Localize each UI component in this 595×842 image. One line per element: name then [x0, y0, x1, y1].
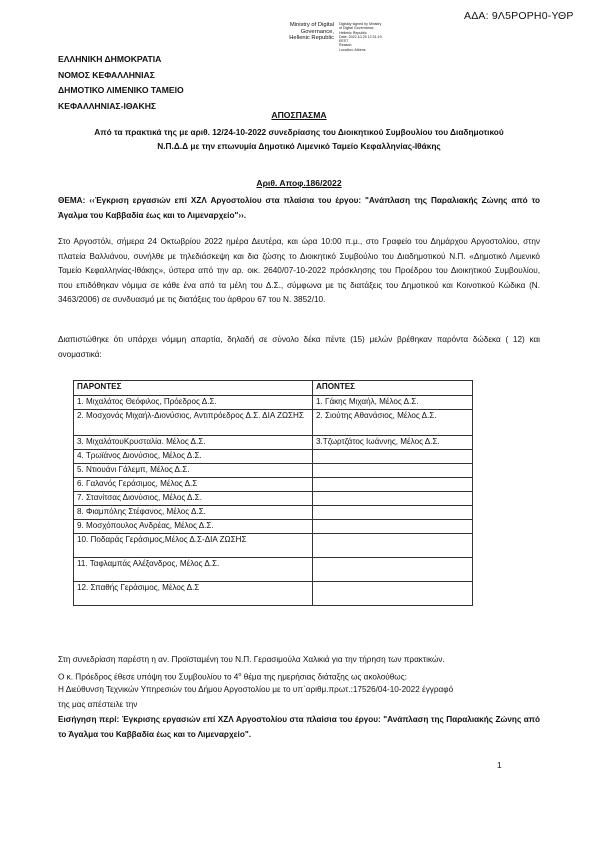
absent-member-cell	[313, 558, 473, 582]
absent-member-cell	[313, 506, 473, 520]
closing-line-secretary: Στη συνεδρίαση παρέστη η αν. Προϊσταμένη του Ν.Π. Γερασιμούλα Χαλικιά για την τήρηση των πρακτικών.	[58, 655, 445, 664]
digital-signature-issuer	[262, 22, 334, 42]
present-member-cell: 10. Ποδαράς Γεράσιμος,Μέλος Δ.Σ-ΔΙΑ ΖΩΣΗΣ	[74, 534, 313, 558]
attendance-row	[74, 450, 473, 464]
signature-detail-line: EEST	[339, 39, 349, 44]
present-member-cell: 9. Μοσχόπουλος Ανδρέας, Μέλος Δ.Σ.	[74, 520, 313, 534]
header-line: ΝΟΜΟΣ ΚΕΦΑΛΛΗΝΙΑΣ	[58, 69, 155, 80]
present-member-cell: 5. Ντιουάνι Γάλεμπ, Μέλος Δ.Σ.	[74, 464, 313, 478]
closing-line-sent: της μας απέστειλε την	[58, 700, 138, 709]
attendance-row	[74, 534, 473, 558]
signature-detail-line: Hellenic Republic	[339, 30, 367, 35]
agenda-text-post: θέμα της ημερήσιας διάταξης ως ακολούθως:	[241, 672, 407, 682]
absent-member-cell	[313, 582, 473, 606]
signature-issuer-line: Hellenic Republic	[289, 35, 334, 42]
excerpt-subtitle-line: Από τα πρακτικά της με αριθ. 12/24-10-2022 συνεδρίασης του Διοικητικού Συμβουλίου του Διαδημοτικού	[94, 127, 504, 137]
attendance-row	[74, 520, 473, 534]
attendance-row	[74, 410, 473, 436]
page-number: 1	[497, 760, 502, 770]
signature-detail-line: Location: Athens	[339, 47, 366, 52]
agenda-ordinal: ο	[238, 672, 242, 678]
header-line: ΕΛΛΗΝΙΚΗ ΔΗΜΟΚΡΑΤΙΑ	[58, 54, 162, 64]
excerpt-title: ΑΠΟΣΠΑΣΜΑ	[271, 110, 327, 120]
excerpt-subtitle-line: Ν.Π.Δ.Δ με την επωνυμία Δημοτικό Λιμενικό Ταμείο Κεφαλληνίας-Ιθάκης	[157, 140, 441, 151]
proposal-paragraph: Εισήγηση περί: Έγκρισης εργασιών επί ΧΖΛ Αργοστολίου στα πλαίσια του έργου: "Ανάπλαση της Παραλιακής Ζώνης από το Άγαλμα του Καββαδία έως και το Λιμεναρχείο".	[58, 715, 540, 739]
present-member-cell: 4. Τρωϊάνος Διονύσιος, Μέλος Δ.Σ.	[74, 450, 313, 464]
present-member-cell: 1. Μιχαλάτος Θεόφιλος, Πρόεδρος Δ.Σ.	[74, 396, 313, 410]
signature-issuer-line: Governance,	[300, 28, 334, 35]
header-line: ΚΕΦΑΛΛΗΝΙΑΣ-ΙΘΑΚΗΣ	[58, 101, 157, 112]
ada-code: ΑΔΑ: 9Λ5ΡΟΡΗ0-ΥΘΡ	[464, 10, 574, 22]
attendance-row	[74, 492, 473, 506]
header-line: ΔΗΜΟΤΙΚΟ ΛΙΜΕΝΙΚΟ ΤΑΜΕΙΟ	[58, 85, 184, 96]
present-column-header: ΠΑΡΟΝΤΕΣ	[74, 381, 313, 396]
absent-member-cell	[313, 450, 473, 464]
agenda-text-pre: Ο κ. Πρόεδρος έθεσε υπόψη του Συμβουλίου το 4	[58, 672, 239, 682]
attendance-row	[74, 478, 473, 492]
attendance-table-body	[74, 396, 473, 606]
signature-detail-line: of Digital Governance,	[339, 26, 375, 31]
decision-number: Αριθ. Αποφ.186/2022	[256, 178, 342, 188]
present-member-cell: 11. Ταφλαμπάς Αλέξανδρος, Μέλος Δ.Σ.	[74, 558, 313, 582]
signature-detail-line: Digitally signed by Ministry	[339, 22, 382, 26]
closing-line-directorate: Η Διεύθυνση Τεχνικών Υπηρεσιών του Δήμου Αργοστολίου με το υπ΄αριθμ.πρωτ.:17526/04-10-2022 έγγραφό	[58, 685, 454, 694]
absent-column-header: ΑΠΟΝΤΕΣ	[313, 381, 473, 396]
intro-paragraph: Στο Αργοστόλι, σήμερα 24 Οκτωβρίου 2022 ημέρα Δευτέρα, και ώρα 10:00 π.μ., στο Γραφείο του Δημάρχου Αργοστολίου, στην πλατεία Βαλλιάνου, συνήλθε με τηλεδιάσκεψη και δια ζώσης το Διοικητικό Συμβούλιο του Διαδημοτικού Ν.Π. «Δημοτικό Λιμενικό Ταμείο Κεφαλληνίας-Ιθάκης», ύστερα από την αρ. οικ. 2640/07-10-2022 πρόσκλησης του Προέδρου του Διοικητικού Συμβουλίου, που επιδόθηκαν νόμιμα σε κάθε ένα από τα μέλη του Δ.Σ., σύμφωνα με τις διατάξεις του Δημοτικού και Κοινοτικού Κώδικα (Ν. 3463/2006) σε συνδυασμό με τις διατάξεις του άρθρου 67 του Ν. 3852/10.	[58, 237, 540, 305]
signature-detail-line: Reason:	[339, 43, 353, 48]
absent-member-cell	[313, 464, 473, 478]
attendance-row	[74, 436, 473, 450]
present-member-cell: 12. Σπαθής Γεράσιμος, Μέλος Δ.Σ	[74, 582, 313, 606]
attendance-row	[74, 396, 473, 410]
present-member-cell: 7. Στανίτσας Διονύσιος, Μέλος Δ.Σ.	[74, 492, 313, 506]
signature-detail-line: Date: 2022.10.25 12:31:19	[339, 34, 382, 39]
attendance-header-row	[74, 381, 473, 396]
attendance-table	[73, 380, 473, 606]
present-member-cell: 6. Γαλανός Γεράσιμος, Μέλος Δ.Σ	[74, 478, 313, 492]
present-member-cell: 8. Φιαμπόλης Στέφανος, Μέλος Δ.Σ.	[74, 506, 313, 520]
attendance-row	[74, 582, 473, 606]
attendance-row	[74, 506, 473, 520]
absent-member-cell: 2. Σιούτης Αθανάσιος, Μέλος Δ.Σ.	[313, 410, 473, 436]
digital-signature-details	[339, 22, 399, 52]
excerpt-subtitle	[58, 126, 540, 153]
absent-member-cell: 3.Τζωρτζάτος Ιωάννης, Μέλος Δ.Σ.	[313, 436, 473, 450]
quorum-paragraph: Διαπιστώθηκε ότι υπάρχει νόμιμη απαρτία, δηλαδή σε σύνολο δέκα πέντε (15) μελών βρέθηκαν παρόντα δώδεκα ( 12) και ονομαστικά:	[58, 335, 540, 359]
present-member-cell: 2. Μοσχονάς Μιχαήλ-Διονύσιος, Αντιπρόεδρος Δ.Σ. ΔΙΑ ΖΩΣΗΣ	[74, 410, 313, 436]
document-header	[58, 52, 184, 115]
signature-issuer-line: Ministry of Digital	[289, 22, 334, 28]
attendance-row	[74, 558, 473, 582]
absent-member-cell	[313, 478, 473, 492]
absent-member-cell	[313, 492, 473, 506]
absent-member-cell	[313, 520, 473, 534]
absent-member-cell: 1. Γάκης Μιχαήλ, Μέλος Δ.Σ.	[313, 396, 473, 410]
present-member-cell: 3. ΜιχαλάτουΚρυσταλία. Μέλος Δ.Σ.	[74, 436, 313, 450]
attendance-row	[74, 464, 473, 478]
subject-paragraph: ΘΕΜΑ: ‹‹Έγκριση εργασιών επί ΧΖΛ Αργοστολίου στα πλαίσια του έργου: "Ανάπλαση της Παραλιακής Ζώνης από το Άγαλμα του Καββαδία έως και το Λιμεναρχείο"››.	[58, 196, 540, 220]
absent-member-cell	[313, 534, 473, 558]
